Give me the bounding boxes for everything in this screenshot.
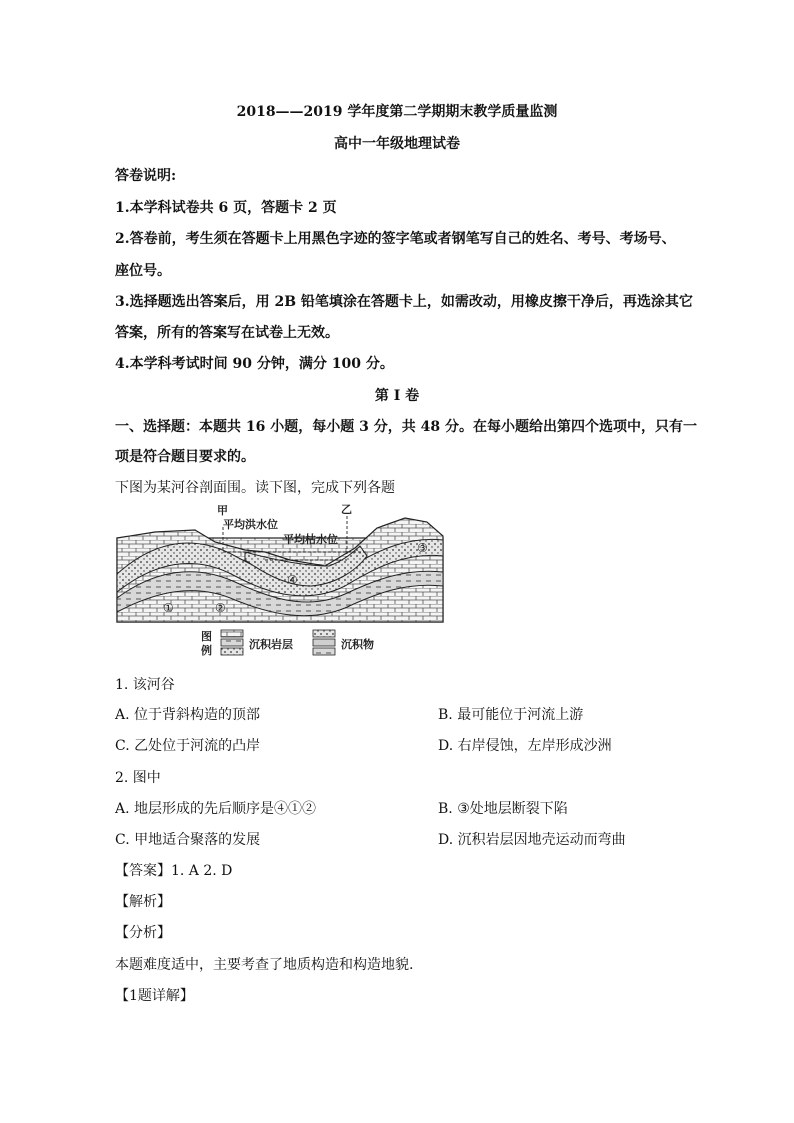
volume-heading: 第 I 卷 [374,388,420,404]
legend-sediment-label: 沉积物 [341,638,374,651]
legend-rock-label: 沉积岩层 [249,638,293,651]
q1-option-d: D. 右岸侵蚀，左岸形成沙洲 [438,738,612,754]
legend-swatch-sed-1 [313,630,335,637]
q2-option-a: A. 地层形成的先后顺序是④①② [115,801,317,817]
legend-swatch-dash [221,639,243,646]
q1-detail-heading: 【1题详解】 [115,988,194,1004]
label-jia: 甲 [217,504,228,517]
question-2-stem: 2. 图中 [115,770,161,786]
fenxi-heading: 【分析】 [115,925,171,941]
answer-line: 【答案】1. A 2. D [115,863,233,879]
label-yi: 乙 [341,503,352,516]
instruction-3-line1: 3.选择题选出答案后，用 2B 铅笔填涂在答题卡上，如需改动，用橡皮擦干净后，再选涂其它 [115,294,693,310]
instruction-3-line2: 答案，所有的答案写在试卷上无效。 [115,325,339,341]
label-num-3: ③ [417,541,428,555]
legend-swatch-sed-3 [313,648,335,655]
legend-swatch-dots [221,648,243,655]
section-intro-line1: 一、选择题：本题共 16 小题，每小题 3 分，共 48 分。在每小题给出第四个选项中，只有一 [115,419,697,435]
legend-title-1: 图 [201,630,212,643]
instruction-2-line1: 2.答卷前，考生须在答题卡上用黑色字迹的签字笔或者钢笔写自己的姓名、考号、考场号、 [115,231,676,247]
question-1-stem: 1. 该河谷 [115,677,175,693]
q2-option-d: D. 沉积岩层因地壳运动而弯曲 [438,832,626,848]
legend-swatch-brick [221,630,243,637]
q2-option-c: C. 甲地适合聚落的发展 [115,832,261,848]
instruction-2-line2: 座位号。 [115,263,171,279]
legend-title-2: 例 [201,644,212,657]
analysis-heading: 【解析】 [115,894,171,910]
exam-title: 2018——2019 学年度第二学期期末教学质量监测 [236,104,558,120]
label-num-2: ② [215,601,226,615]
exam-subtitle: 高中一年级地理试卷 [334,136,460,152]
q1-option-b: B. 最可能位于河流上游 [438,707,584,723]
section-intro-line2: 项是符合题目要求的。 [115,449,255,465]
label-flood-level: 平均洪水位 [223,518,278,531]
label-num-1: ① [163,601,174,615]
river-valley-figure [115,500,445,662]
label-num-4: ④ [287,573,298,587]
label-dry-level: 平均枯水位 [283,533,338,546]
analysis-summary: 本题难度适中，主要考查了地质构造和构造地貌. [115,957,414,973]
instruction-1: 1.本学科试卷共 6 页，答题卡 2 页 [115,200,337,216]
q1-option-a: A. 位于背斜构造的顶部 [115,707,261,723]
figure-prompt: 下图为某河谷剖面围。读下图，完成下列各题 [115,480,395,496]
instruction-4: 4.本学科考试时间 90 分钟，满分 100 分。 [115,356,394,372]
q2-option-b: B. ③处地层断裂下陷 [438,801,568,817]
q1-option-c: C. 乙处位于河流的凸岸 [115,738,261,754]
legend-swatch-sed-2 [313,639,335,646]
instructions-heading: 答卷说明: [115,168,177,184]
